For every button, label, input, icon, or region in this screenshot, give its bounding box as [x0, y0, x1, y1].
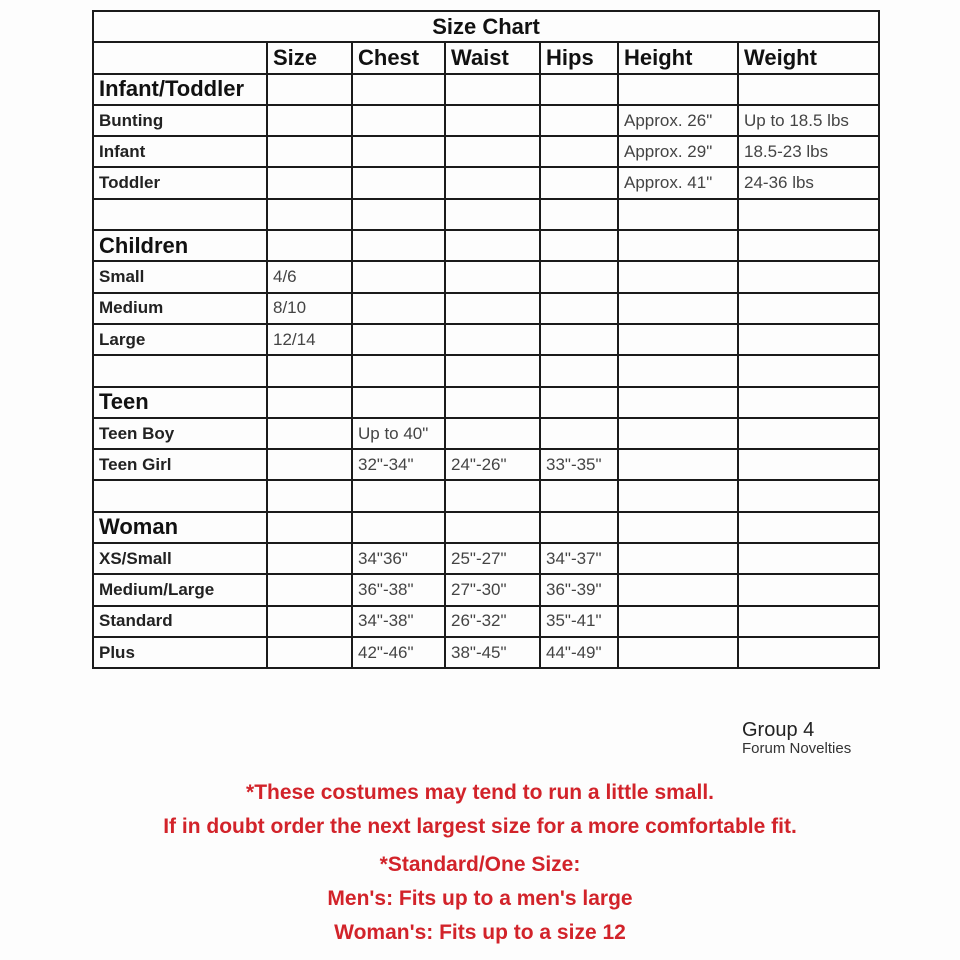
cell-weight: [738, 230, 879, 261]
table-row: [93, 418, 879, 449]
row-label: [93, 199, 267, 230]
brand-block: [742, 720, 851, 756]
row-label: Bunting: [93, 105, 267, 136]
cell-chest: 34"36": [352, 543, 445, 574]
cell-waist: [445, 512, 540, 543]
sizing-notes: [0, 776, 960, 950]
cell-waist: [445, 293, 540, 324]
cell-size: [267, 355, 352, 386]
column-header-row: [93, 42, 879, 73]
column-header-chest: Chest: [352, 42, 445, 73]
group-label: Children: [93, 230, 267, 261]
row-label: Medium/Large: [93, 574, 267, 605]
cell-chest: 36"-38": [352, 574, 445, 605]
cell-height: [618, 449, 738, 480]
cell-height: [618, 324, 738, 355]
cell-size: [267, 543, 352, 574]
cell-chest: [352, 74, 445, 105]
cell-size: [267, 387, 352, 418]
cell-hips: 36"-39": [540, 574, 618, 605]
blank-row: [93, 480, 879, 511]
cell-weight: [738, 449, 879, 480]
group-label: Teen: [93, 387, 267, 418]
row-label: [93, 480, 267, 511]
cell-hips: 33"-35": [540, 449, 618, 480]
cell-size: [267, 418, 352, 449]
cell-size: 4/6: [267, 261, 352, 292]
cell-chest: [352, 230, 445, 261]
cell-waist: [445, 418, 540, 449]
cell-height: [618, 512, 738, 543]
note-run-small: *These costumes may tend to run a little small.: [246, 781, 714, 804]
group-row: [93, 74, 879, 105]
row-label: XS/Small: [93, 543, 267, 574]
table-row: [93, 449, 879, 480]
column-header-waist: Waist: [445, 42, 540, 73]
cell-weight: 24-36 lbs: [738, 167, 879, 198]
table-row: [93, 606, 879, 637]
note-order-larger: If in doubt order the next largest size for a more comfortable fit.: [163, 815, 797, 838]
row-label: Large: [93, 324, 267, 355]
cell-weight: [738, 512, 879, 543]
cell-size: [267, 199, 352, 230]
cell-waist: 24"-26": [445, 449, 540, 480]
cell-chest: 32"-34": [352, 449, 445, 480]
group-label: Infant/Toddler: [93, 74, 267, 105]
title-row: [93, 11, 879, 42]
cell-size: [267, 167, 352, 198]
cell-weight: [738, 74, 879, 105]
column-header-hips: Hips: [540, 42, 618, 73]
cell-chest: [352, 293, 445, 324]
note-standard-heading: *Standard/One Size:: [379, 853, 581, 876]
cell-chest: 34"-38": [352, 606, 445, 637]
cell-height: [618, 293, 738, 324]
cell-hips: [540, 480, 618, 511]
table-row: [93, 261, 879, 292]
column-header-label: [93, 42, 267, 73]
cell-hips: [540, 136, 618, 167]
cell-waist: 38"-45": [445, 637, 540, 668]
cell-hips: [540, 387, 618, 418]
cell-weight: [738, 261, 879, 292]
cell-chest: [352, 324, 445, 355]
cell-weight: [738, 480, 879, 511]
note-womens-fit: Woman's: Fits up to a size 12: [334, 921, 626, 944]
cell-hips: [540, 167, 618, 198]
cell-waist: [445, 199, 540, 230]
cell-waist: [445, 261, 540, 292]
brand-group: Group 4: [742, 719, 815, 741]
row-label: Toddler: [93, 167, 267, 198]
cell-waist: [445, 324, 540, 355]
cell-hips: [540, 230, 618, 261]
size-chart-table: [92, 10, 880, 669]
group-row: [93, 230, 879, 261]
column-header-size: Size: [267, 42, 352, 73]
brand-name: Forum Novelties: [742, 740, 852, 757]
cell-hips: [540, 355, 618, 386]
cell-hips: [540, 512, 618, 543]
cell-waist: [445, 230, 540, 261]
table-row: [93, 105, 879, 136]
cell-height: [618, 574, 738, 605]
cell-height: [618, 480, 738, 511]
table-row: [93, 136, 879, 167]
cell-waist: 26"-32": [445, 606, 540, 637]
cell-hips: [540, 324, 618, 355]
cell-chest: 42"-46": [352, 637, 445, 668]
cell-hips: [540, 105, 618, 136]
cell-waist: [445, 167, 540, 198]
cell-size: [267, 512, 352, 543]
cell-size: [267, 637, 352, 668]
cell-chest: [352, 355, 445, 386]
column-header-height: Height: [618, 42, 738, 73]
row-label: Teen Girl: [93, 449, 267, 480]
cell-height: [618, 230, 738, 261]
cell-waist: [445, 136, 540, 167]
row-label: Standard: [93, 606, 267, 637]
cell-chest: [352, 199, 445, 230]
group-row: [93, 387, 879, 418]
cell-height: [618, 543, 738, 574]
cell-height: [618, 606, 738, 637]
cell-size: [267, 449, 352, 480]
cell-size: 8/10: [267, 293, 352, 324]
chart-title: Size Chart: [93, 11, 879, 42]
row-label: Plus: [93, 637, 267, 668]
group-label: Woman: [93, 512, 267, 543]
cell-weight: [738, 324, 879, 355]
row-label: Infant: [93, 136, 267, 167]
cell-size: 12/14: [267, 324, 352, 355]
cell-chest: [352, 480, 445, 511]
row-label: Small: [93, 261, 267, 292]
cell-hips: [540, 74, 618, 105]
cell-chest: [352, 261, 445, 292]
cell-weight: [738, 418, 879, 449]
table-row: [93, 324, 879, 355]
cell-weight: [738, 293, 879, 324]
cell-weight: Up to 18.5 lbs: [738, 105, 879, 136]
cell-size: [267, 480, 352, 511]
cell-hips: 44"-49": [540, 637, 618, 668]
cell-size: [267, 230, 352, 261]
cell-height: [618, 418, 738, 449]
row-label: Teen Boy: [93, 418, 267, 449]
blank-row: [93, 355, 879, 386]
cell-height: [618, 199, 738, 230]
note-mens-fit: Men's: Fits up to a men's large: [327, 887, 633, 910]
cell-waist: [445, 105, 540, 136]
table-row: [93, 293, 879, 324]
cell-height: Approx. 26": [618, 105, 738, 136]
table-row: [93, 574, 879, 605]
cell-chest: [352, 136, 445, 167]
cell-waist: [445, 480, 540, 511]
cell-chest: [352, 387, 445, 418]
cell-waist: 27"-30": [445, 574, 540, 605]
cell-height: [618, 355, 738, 386]
cell-height: [618, 74, 738, 105]
cell-size: [267, 136, 352, 167]
cell-height: [618, 637, 738, 668]
cell-hips: [540, 293, 618, 324]
cell-size: [267, 105, 352, 136]
column-header-weight: Weight: [738, 42, 879, 73]
cell-chest: Up to 40": [352, 418, 445, 449]
cell-weight: [738, 606, 879, 637]
row-label: Medium: [93, 293, 267, 324]
cell-height: Approx. 29": [618, 136, 738, 167]
cell-weight: 18.5-23 lbs: [738, 136, 879, 167]
table-row: [93, 637, 879, 668]
cell-chest: [352, 105, 445, 136]
table-row: [93, 543, 879, 574]
cell-size: [267, 606, 352, 637]
cell-height: [618, 261, 738, 292]
cell-chest: [352, 512, 445, 543]
cell-hips: [540, 418, 618, 449]
cell-weight: [738, 199, 879, 230]
cell-size: [267, 74, 352, 105]
blank-row: [93, 199, 879, 230]
cell-hips: 35"-41": [540, 606, 618, 637]
cell-height: Approx. 41": [618, 167, 738, 198]
cell-weight: [738, 387, 879, 418]
cell-weight: [738, 543, 879, 574]
cell-weight: [738, 637, 879, 668]
cell-hips: [540, 199, 618, 230]
cell-hips: [540, 261, 618, 292]
cell-waist: 25"-27": [445, 543, 540, 574]
cell-chest: [352, 167, 445, 198]
cell-waist: [445, 387, 540, 418]
cell-size: [267, 574, 352, 605]
row-label: [93, 355, 267, 386]
cell-hips: 34"-37": [540, 543, 618, 574]
cell-waist: [445, 74, 540, 105]
cell-weight: [738, 574, 879, 605]
group-row: [93, 512, 879, 543]
table-row: [93, 167, 879, 198]
cell-waist: [445, 355, 540, 386]
cell-weight: [738, 355, 879, 386]
cell-height: [618, 387, 738, 418]
